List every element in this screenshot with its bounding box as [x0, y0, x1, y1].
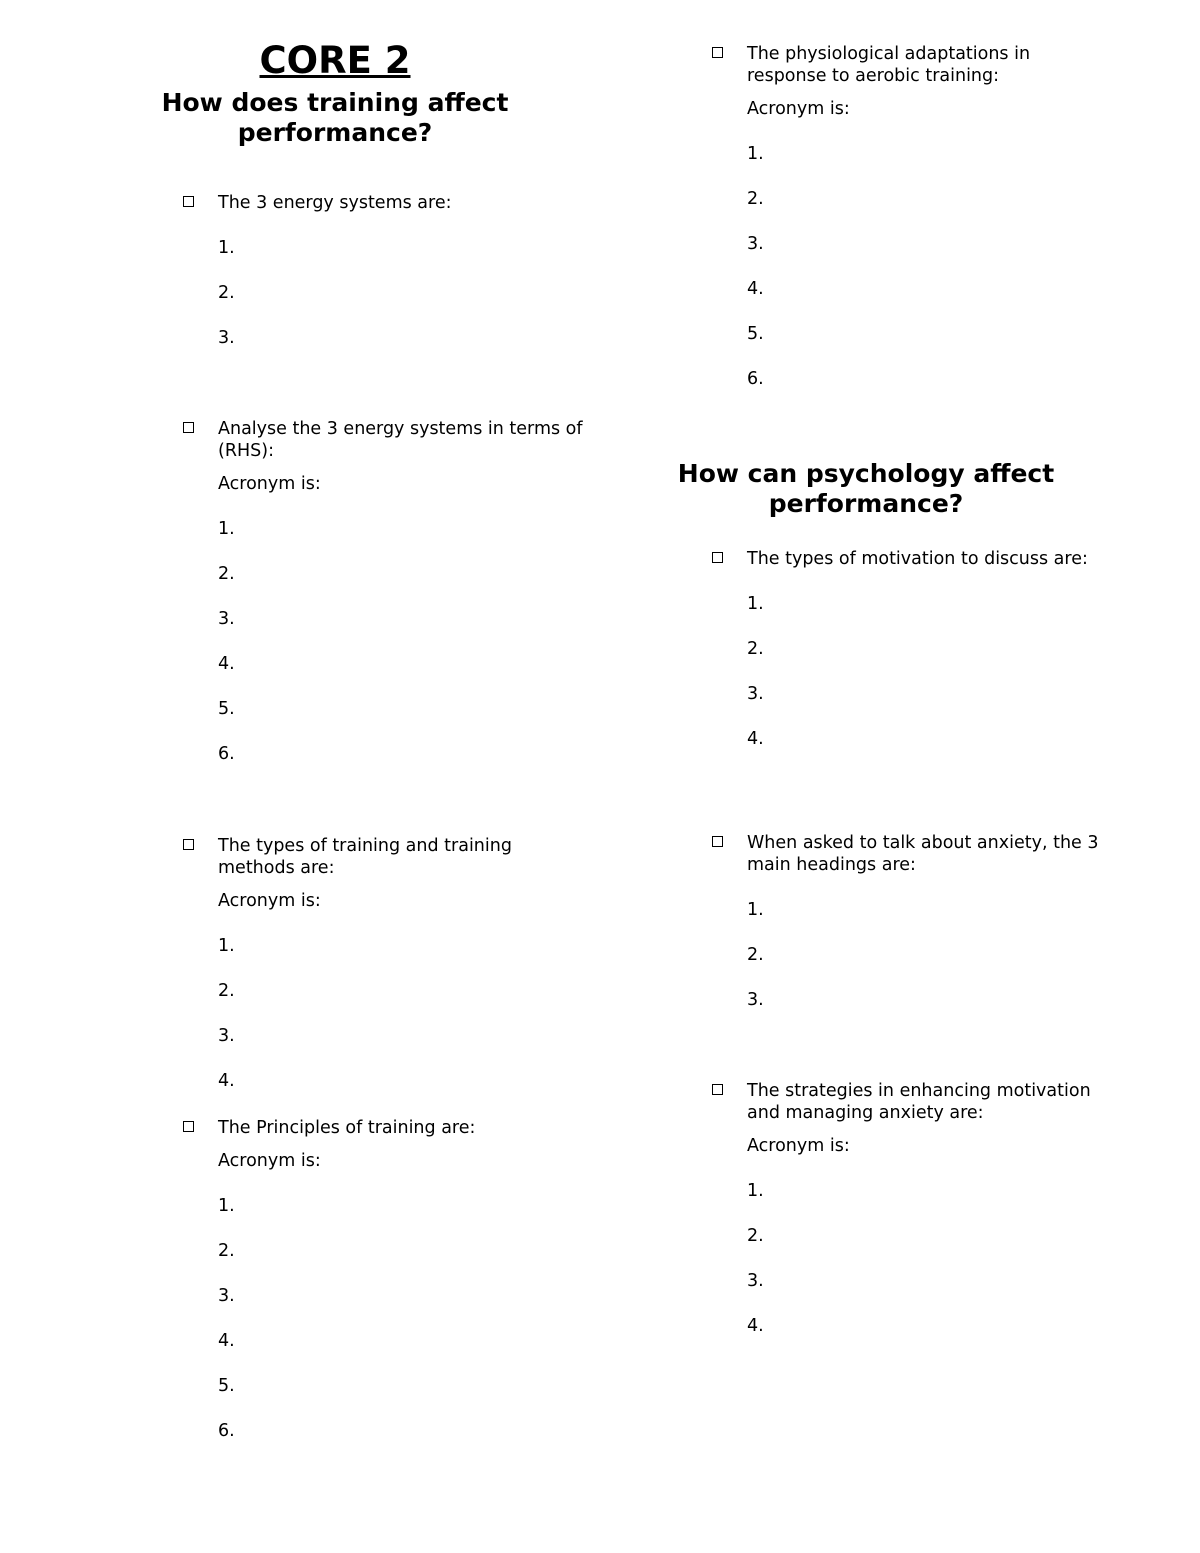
- acronym-label: Acronym is:: [218, 474, 321, 494]
- answer-number: 6.: [218, 1421, 235, 1441]
- answer-number: 3.: [747, 990, 764, 1010]
- answer-number: 1.: [747, 1181, 764, 1201]
- answer-number: 1.: [218, 1196, 235, 1216]
- answer-number: 2.: [747, 1226, 764, 1246]
- acronym-label: Acronym is:: [747, 1136, 850, 1156]
- answer-number: 2.: [747, 189, 764, 209]
- answer-number: 6.: [218, 744, 235, 764]
- question-prompt: The strategies in enhancing motivation and managing anxiety are:: [747, 1081, 1091, 1123]
- checkbox-icon[interactable]: [183, 1121, 194, 1132]
- answer-number: 1.: [747, 144, 764, 164]
- acronym-label: Acronym is:: [747, 99, 850, 119]
- checkbox-icon[interactable]: [712, 47, 723, 58]
- answer-number: 3.: [218, 1286, 235, 1306]
- question-training-methods: [183, 835, 513, 1092]
- answer-number: 1.: [218, 936, 235, 956]
- answer-number: 1.: [218, 238, 235, 258]
- answer-number: 3.: [747, 1271, 764, 1291]
- answer-number: 2.: [747, 639, 764, 659]
- question-prompt: The types of training and training methods are:: [218, 836, 512, 878]
- question-prompt: The types of motivation to discuss are:: [747, 549, 1088, 569]
- answer-number: 4.: [747, 279, 764, 299]
- acronym-label: Acronym is:: [218, 891, 321, 911]
- section-heading-training: How does training affect performance?: [161, 88, 509, 147]
- question-types-of-motivation: [712, 548, 1132, 750]
- question-prompt: Analyse the 3 energy systems in terms of (RHS):: [218, 419, 583, 461]
- answer-number: 1.: [218, 519, 235, 539]
- answer-number: 5.: [218, 699, 235, 719]
- answer-number: 5.: [747, 324, 764, 344]
- checkbox-icon[interactable]: [183, 422, 194, 433]
- answer-number: 3.: [218, 328, 235, 348]
- checkbox-icon[interactable]: [183, 839, 194, 850]
- answer-number: 4.: [218, 654, 235, 674]
- answer-number: 4.: [747, 729, 764, 749]
- question-prompt: The physiological adaptations in response to aerobic training:: [747, 44, 1031, 86]
- document-title: CORE 2: [259, 39, 411, 82]
- checkbox-icon[interactable]: [712, 836, 723, 847]
- answer-number: 4.: [218, 1071, 235, 1091]
- checkbox-icon[interactable]: [183, 196, 194, 207]
- answer-number: 2.: [747, 945, 764, 965]
- checkbox-icon[interactable]: [712, 1084, 723, 1095]
- answer-number: 2.: [218, 1241, 235, 1261]
- question-prompt: The 3 energy systems are:: [218, 193, 452, 213]
- answer-number: 5.: [218, 1376, 235, 1396]
- section-heading-psychology: How can psychology affect performance?: [677, 459, 1055, 518]
- question-principles-of-training: [183, 1117, 563, 1442]
- question-energy-systems: [183, 192, 563, 349]
- acronym-label: Acronym is:: [218, 1151, 321, 1171]
- answer-number: 4.: [747, 1316, 764, 1336]
- question-prompt: The Principles of training are:: [218, 1118, 476, 1138]
- answer-number: 1.: [747, 594, 764, 614]
- answer-number: 6.: [747, 369, 764, 389]
- answer-number: 3.: [218, 609, 235, 629]
- answer-number: 2.: [218, 283, 235, 303]
- answer-number: 3.: [747, 684, 764, 704]
- question-prompt: When asked to talk about anxiety, the 3 main headings are:: [747, 833, 1099, 875]
- answer-number: 3.: [747, 234, 764, 254]
- answer-number: 1.: [747, 900, 764, 920]
- question-motivation-anxiety-strategies: [712, 1080, 1112, 1337]
- question-anxiety-headings: [712, 832, 1112, 1011]
- checkbox-icon[interactable]: [712, 552, 723, 563]
- question-aerobic-adaptations: [712, 43, 1052, 390]
- question-analyse-energy-systems: [183, 418, 583, 765]
- answer-number: 2.: [218, 981, 235, 1001]
- answer-number: 4.: [218, 1331, 235, 1351]
- answer-number: 3.: [218, 1026, 235, 1046]
- answer-number: 2.: [218, 564, 235, 584]
